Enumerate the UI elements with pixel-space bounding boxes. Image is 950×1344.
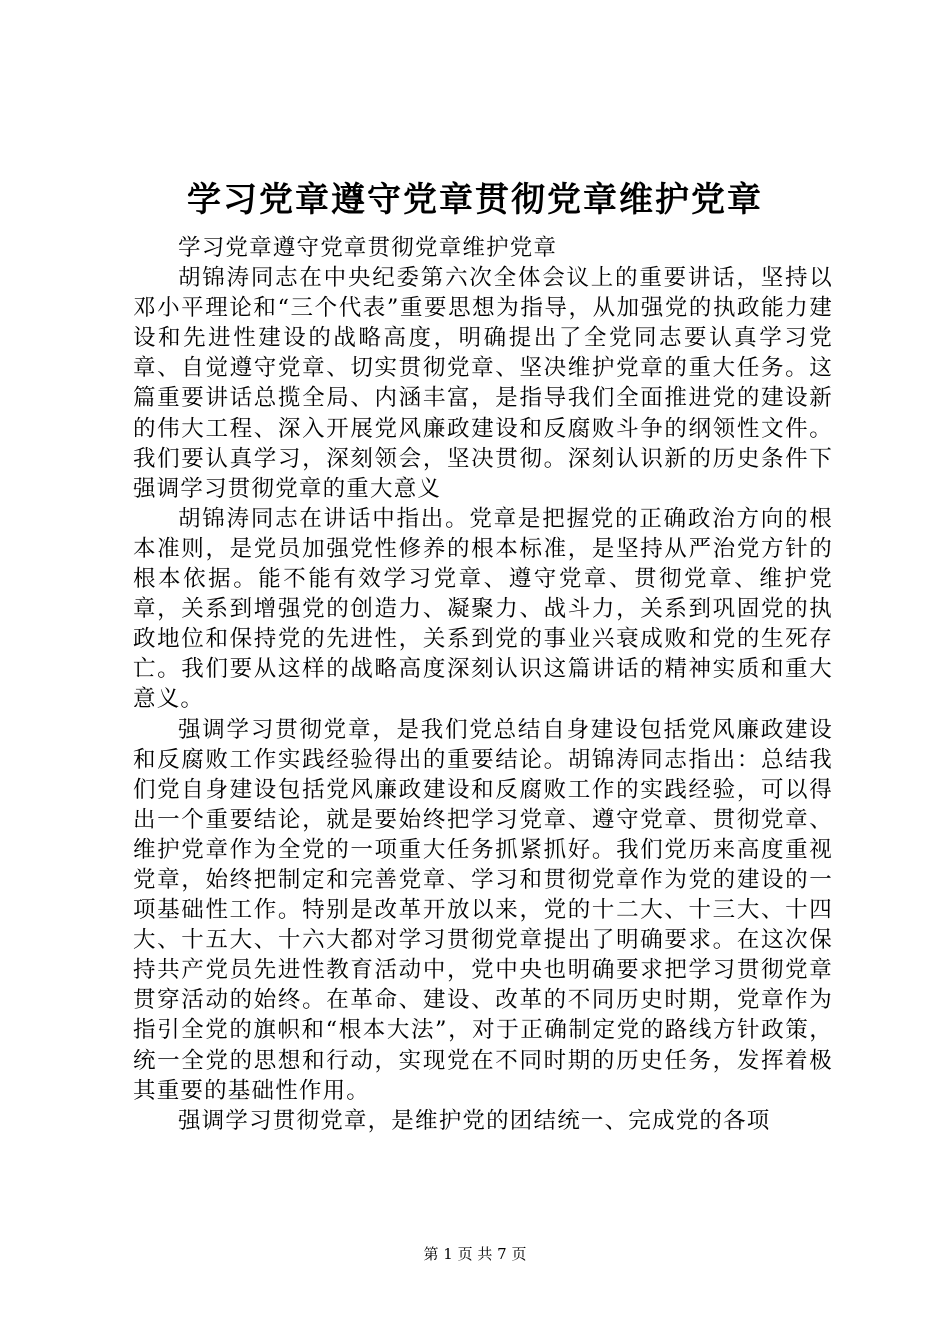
paragraph: 胡锦涛同志在讲话中指出。党章是把握党的正确政治方向的根本准则，是党员加强党性修养的根本标准，是坚持从严治党方针的根本依据。能不能有效学习党章、遵守党章、贯彻党章、维护党章，关系到增强党的创造力、凝聚力、战斗力，关系到巩固党的执政地位和保持党的先进性，关系到党的事业兴衰成败和党的生死存亡。我们要从这样的战略高度深刻认识这篇讲话的精神实质和重大意义。 — [133, 505, 833, 713]
page-number-footer: 第 1 页 共 7 页 — [423, 1245, 527, 1263]
paragraph: 强调学习贯彻党章，是我们党总结自身建设包括党风廉政建设和反腐败工作实践经验得出的重要结论。胡锦涛同志指出：总结我们党自身建设包括党风廉政建设和反腐败工作的实践经验，可以得出一个重要结论，就是要始终把学习党章、遵守党章、贯彻党章、维护党章作为全党的一项重大任务抓紧抓好。我们党历来高度重视党章，始终把制定和完善党章、学习和贯彻党章作为党的建设的一项基础性工作。特别是改革开放以来，党的十二大、十三大、十四大、十五大、十六大都对学习贯彻党章提出了明确要求。在这次保持共产党员先进性教育活动中，党中央也明确要求把学习贯彻党章贯穿活动的始终。在革命、建设、改革的不同历史时期，党章作为指引全党的旗帜和“根本大法”，对于正确制定党的路线方针政策，统一全党的思想和行动，实现党在不同时期的历史任务，发挥着极其重要的基础性作用。 — [133, 716, 833, 1104]
paragraph-subtitle: 学习党章遵守党章贯彻党章维护党章 — [178, 235, 558, 261]
document-body — [133, 233, 833, 1136]
paragraph: 强调学习贯彻党章，是维护党的团结统一、完成党的各项 — [178, 1107, 771, 1134]
document-title: 学习党章遵守党章贯彻党章维护党章 — [187, 180, 763, 220]
paragraph: 胡锦涛同志在中央纪委第六次全体会议上的重要讲话，坚持以邓小平理论和“三个代表”重要思想为指导，从加强党的执政能力建设和先进性建设的战略高度，明确提出了全党同志要认真学习党章、自觉遵守党章、切实贯彻党章、坚决维护党章的重大任务。这篇重要讲话总揽全局、内涵丰富，是指导我们全面推进党的建设新的伟大工程、深入开展党风廉政建设和反腐败斗争的纲领性文件。我们要认真学习，深刻领会，坚决贯彻。深刻认识新的历史条件下强调学习贯彻党章的重大意义 — [133, 265, 833, 502]
